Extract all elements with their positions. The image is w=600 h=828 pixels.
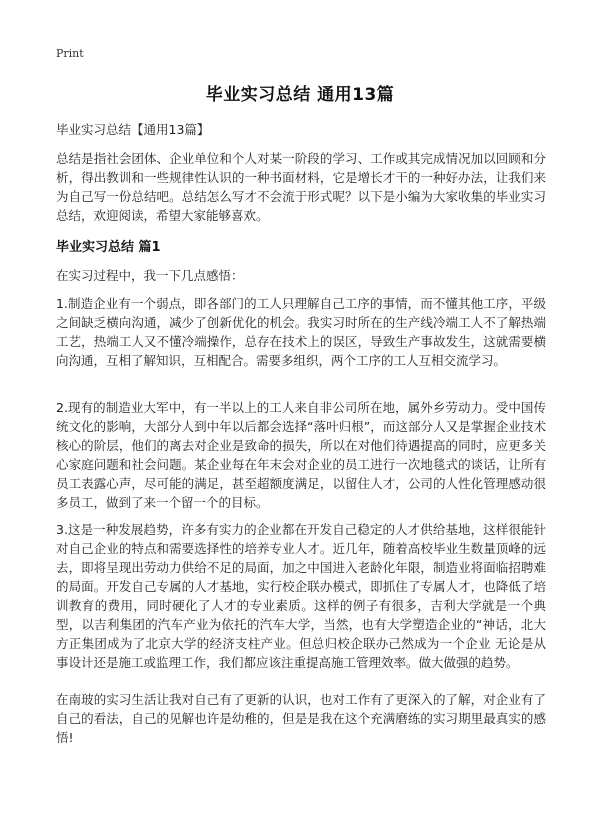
page-title: 毕业实习总结 通用13篇 bbox=[205, 85, 395, 105]
paragraph-point-1: 1.制造企业有一个弱点，即各部门的工人只理解自己工序的事情，而不懂其他工序，平级之间缺乏横向沟通，减少了创新优化的机会。我实习时所在的生产线冷端工人不了解热端工艺，热端工人又不懂冷端操作，总存在技术上的误区，导致生产事故发生，这就需要横向沟通，互相了解知识，互相配合。需要多组织，两个工序的工人互相交流学习。 bbox=[56, 296, 546, 368]
paragraph-point-3: 3.这是一种发展趋势，许多有实力的企业都在开发自己稳定的人才供给基地，这样很能针对自己企业的特点和需要选择性的培养专业人才。近几年，随着高校毕业生数量顶峰的远去，即将呈现出劳动力供给不足的局面，加之中国进入老龄化年限，制造业将面临招聘难的局面。开发自己专属的人才基地，实行校企联办模式，即抓住了专属人才，也降低了培训教育的费用，同时硬化了人才的专业素质。这样的例子有很多，吉利大学就是一个典型，以吉利集团的汽车产业为依托的汽车大学，当然，也有大学塑造企业的“神话，北大方正集团成为了北京大学的经济支柱产业。但总归校企联办己然成为一个企业 无论是从事设计还是施工或监理工作，我们都应该注重提高施工管理效率。做大做强的趋势。 bbox=[56, 522, 546, 670]
intro-paragraph: 总结是指社会团体、企业单位和个人对某一阶段的学习、工作或其完成情况加以回顾和分析，得出教训和一些规律性认识的一种书面材料，它是增长才干的一种好办法，让我们来为自己写一份总结吧。总结怎么写才不会流于形式呢？以下是小编为大家收集的毕业实习总结，欢迎阅读，希望大家能够喜欢。 bbox=[56, 151, 546, 223]
paragraph-point-2: 2.现有的制造业大军中，有一半以上的工人来自非公司所在地，属外乡劳动力。受中国传统文化的影响，大部分人到中年以后都会选择“落叶归根”，而这部分人又是掌握企业技术核心的阶层，他们的离去对企业是致命的损失，所以在对他们待遇提高的同时，应更多关心家庭问题和社会问题。某企业每在年末会对企业的员工进行一次地毯式的谈话，让所有员工表露心声，尽可能的满足，甚至超额度满足，以留住人才，公司的人性化管理感动很多员工，做到了来一个留一个的目标。 bbox=[56, 400, 546, 510]
paragraph-closing: 在南玻的实习生活让我对自己有了更新的认识，也对工作有了更深入的了解，对企业有了自己的看法，自己的见解也许是幼稚的，但是是我在这个充满磨练的实习期里最真实的感悟! bbox=[56, 692, 546, 745]
print-link[interactable]: Print bbox=[56, 47, 84, 60]
section-heading: 毕业实习总结 篇1 bbox=[56, 240, 161, 255]
paragraph-lead: 在实习过程中，我一下几点感悟： bbox=[56, 268, 244, 283]
document-subtitle: 毕业实习总结【通用13篇】 bbox=[56, 122, 210, 137]
